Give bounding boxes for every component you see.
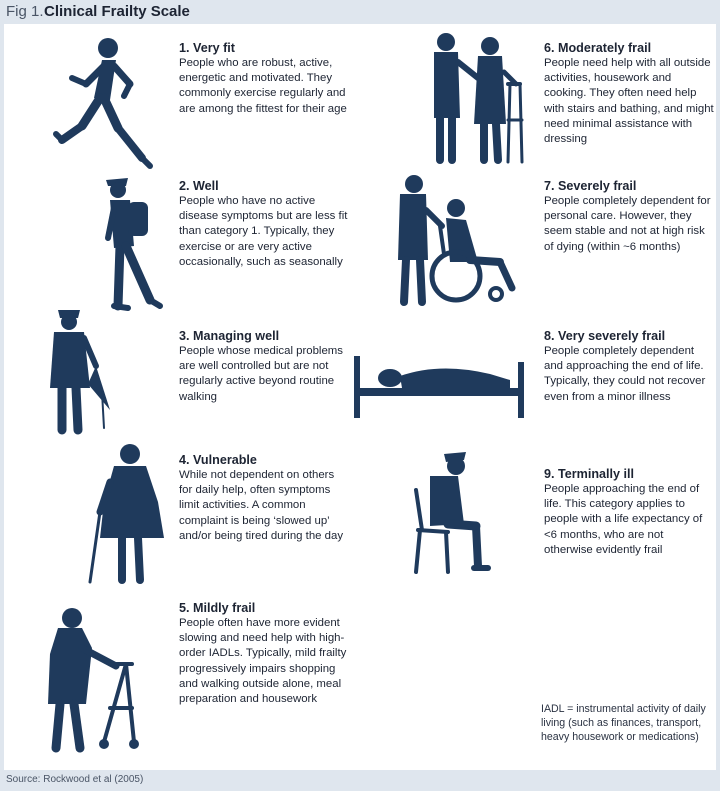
- category-very-severely-frail: [544, 328, 714, 405]
- category-description: People need help with all outside activities, housework and cooking. They often need help with stairs and bathing, and might need minimal assistance with dressing: [544, 57, 714, 146]
- category-description: People approaching the end of life. This category applies to people with a life expectancy of <6 months, who are not otherwise evidently frail: [544, 483, 703, 556]
- category-title: 4. Vulnerable: [179, 453, 257, 467]
- runner-icon: [44, 36, 164, 176]
- category-description: People who are robust, active, energetic and motivated. They commonly exercise regularly and are among the fittest for their age: [179, 57, 347, 115]
- category-severely-frail: [544, 178, 714, 255]
- category-title: 2. Well: [179, 179, 219, 193]
- person-in-wheelchair-icon: [380, 170, 530, 310]
- category-terminally-ill: [544, 466, 714, 558]
- person-in-bed-icon: [350, 342, 530, 422]
- category-mildly-frail: [179, 600, 349, 707]
- category-moderately-frail: [544, 40, 714, 147]
- figure-header: [0, 0, 720, 26]
- category-vulnerable: [179, 452, 349, 544]
- person-with-rollator-icon: [34, 604, 144, 754]
- figure-label: Fig 1.: [6, 3, 44, 20]
- category-title: 7. Severely frail: [544, 179, 637, 193]
- category-title: 6. Moderately frail: [544, 41, 652, 55]
- category-description: People who have no active disease symptoms but are less fit than category 1. Typically, they exercise or are very active occasionally, such as seasonally: [179, 195, 348, 268]
- walker-with-backpack-icon: [94, 174, 174, 314]
- category-description: People completely dependent for personal care. However, they seem stable and not at high risk of dying (within ~6 months): [544, 195, 711, 253]
- category-well: [179, 178, 349, 270]
- iadl-footnote: IADL = instrumental activity of daily living (such as finances, transport, heavy housework or medications): [541, 703, 706, 743]
- category-title: 9. Terminally ill: [544, 467, 635, 481]
- figure-title: Clinical Frailty Scale: [44, 3, 190, 20]
- man-with-umbrella-icon: [40, 306, 120, 436]
- frailty-scale-panel: [4, 24, 716, 770]
- category-description: While not dependent on others for daily help, often symptoms limit activities. A common complaint is being ‘slowed up’ and/or being tired during the day: [179, 469, 344, 542]
- category-description: People whose medical problems are well controlled but are not regularly active beyond routine walking: [179, 345, 343, 403]
- category-title: 3. Managing well: [179, 329, 280, 343]
- woman-with-cane-icon: [84, 442, 174, 587]
- category-description: People completely dependent and approaching the end of life. Typically, they could not recover even from a minor illness: [544, 345, 706, 403]
- category-very-fit: [179, 40, 349, 117]
- category-title: 5. Mildly frail: [179, 601, 256, 615]
- seated-person-icon: [408, 448, 498, 578]
- category-title: 1. Very fit: [179, 41, 236, 55]
- category-description: People often have more evident slowing and need help with high-order IADLs. Typically, mild frailty progressively impairs shopping and walking outside alone, meal preparation and housework: [179, 617, 347, 706]
- person-with-walker-and-helper-icon: [424, 28, 524, 168]
- category-managing-well: [179, 328, 349, 405]
- source-citation: Source: Rockwood et al (2005): [6, 774, 144, 785]
- category-title: 8. Very severely frail: [544, 329, 666, 343]
